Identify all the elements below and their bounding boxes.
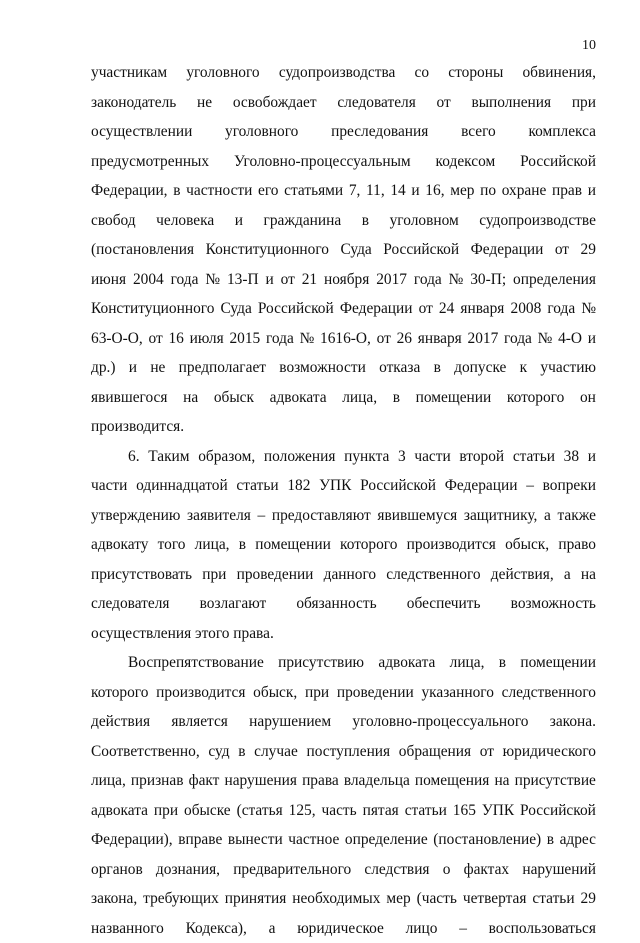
word: помещении	[255, 530, 331, 560]
word: от	[480, 737, 494, 767]
word: обыск,	[253, 678, 297, 708]
word: пункта	[344, 442, 389, 472]
word: прав	[552, 176, 582, 206]
word: адвоката	[91, 796, 148, 826]
word: одиннадцатой	[136, 471, 228, 501]
word: следственного	[502, 678, 596, 708]
word: он	[580, 383, 596, 413]
word: 63-О-О,	[91, 324, 143, 354]
text-line	[91, 796, 596, 826]
word: 16,	[425, 176, 444, 206]
word: вынести	[228, 825, 283, 855]
word: №	[205, 265, 220, 295]
word: которого	[340, 530, 397, 560]
word: 7,	[349, 176, 361, 206]
word: 11,	[366, 176, 385, 206]
word: №	[581, 294, 596, 324]
word: 2004	[133, 265, 164, 295]
word: также	[557, 501, 595, 531]
word: присутствию	[278, 648, 364, 678]
text-line	[91, 324, 596, 354]
word: обеспечить	[407, 589, 481, 619]
word: Федерации	[445, 471, 518, 501]
word: определение	[345, 825, 428, 855]
word: и	[411, 176, 419, 206]
text-line	[91, 648, 596, 678]
word: указанного	[421, 678, 493, 708]
word: и	[588, 442, 596, 472]
word: мер	[386, 884, 410, 914]
word: проведении	[337, 678, 414, 708]
word: ноября	[324, 265, 369, 295]
word: Конституционного	[91, 294, 214, 324]
word: на	[581, 560, 596, 590]
word: участию	[540, 353, 596, 383]
word: пятая	[363, 796, 399, 826]
word: предоставляют	[272, 501, 371, 531]
word: всего	[461, 117, 496, 147]
word: помещении	[416, 383, 492, 413]
word: 29	[581, 884, 596, 914]
word: к	[520, 353, 527, 383]
word: статьи	[405, 796, 447, 826]
word: января	[460, 294, 504, 324]
word: 3	[398, 442, 406, 472]
word: адвокату	[91, 530, 148, 560]
word: право	[558, 530, 596, 560]
word: 2017	[468, 324, 499, 354]
word: УПК	[482, 796, 514, 826]
text-line	[91, 471, 596, 501]
text-line	[91, 737, 596, 767]
word: фактах	[464, 855, 510, 885]
word: участникам	[91, 58, 167, 88]
word: и	[588, 176, 596, 206]
word: случае	[254, 737, 298, 767]
word: 1616-О,	[320, 324, 371, 354]
word: года	[504, 324, 532, 354]
word: гражданина	[264, 206, 342, 236]
word: законодатель	[91, 88, 176, 118]
word: освобождает	[233, 88, 317, 118]
word: июля	[190, 324, 224, 354]
word: заявителя	[187, 501, 251, 531]
word: 165	[453, 796, 476, 826]
word: обыск,	[505, 530, 549, 560]
word: 16	[168, 324, 183, 354]
word: обыск	[214, 383, 254, 413]
word: статьи	[236, 471, 278, 501]
word: нарушений	[522, 855, 596, 885]
word: нарушения	[224, 766, 297, 796]
word: уголовном	[390, 206, 459, 236]
word: комплекса	[528, 117, 596, 147]
word: владельца	[344, 766, 410, 796]
word: года	[414, 265, 442, 295]
text-line	[91, 353, 596, 383]
page-number: 10	[560, 37, 596, 55]
word: Соответственно,	[91, 737, 200, 767]
word: помещения	[415, 766, 489, 796]
word: января	[418, 324, 462, 354]
word: на	[183, 383, 198, 413]
word: явившемуся	[377, 501, 457, 531]
word: и	[588, 324, 596, 354]
word: уголовно-процессуального	[352, 707, 528, 737]
word: уголовного	[186, 58, 259, 88]
word: при	[154, 796, 178, 826]
word: не	[197, 88, 212, 118]
word: №	[449, 265, 464, 295]
word: в	[238, 737, 245, 767]
word: органов	[91, 855, 143, 885]
word: явившегося	[91, 383, 167, 413]
word: осуществлении	[91, 117, 192, 147]
text-line	[91, 147, 596, 177]
word: УПК	[319, 471, 351, 501]
word: свобод	[91, 206, 136, 236]
word: часть	[322, 796, 357, 826]
text-line	[91, 589, 596, 619]
word: обвинения,	[522, 58, 596, 88]
word: суд	[208, 737, 229, 767]
word: №	[300, 324, 315, 354]
word: того	[158, 530, 186, 560]
word: судопроизводства	[279, 58, 396, 88]
word: Федерации),	[91, 825, 173, 855]
word: а	[544, 501, 551, 531]
word: охране	[502, 176, 547, 206]
word: 21	[302, 265, 317, 295]
text-line	[91, 766, 596, 796]
text-line	[91, 530, 596, 560]
text-line	[91, 294, 596, 324]
word: следователя	[337, 88, 415, 118]
word: лица,	[450, 648, 485, 678]
word: воспользоваться	[489, 914, 596, 943]
word: от	[555, 235, 569, 265]
word: юридическое	[297, 914, 384, 943]
word: и	[129, 353, 137, 383]
word: (постановление)	[433, 825, 541, 855]
word: года	[171, 265, 199, 295]
word: вправе	[178, 825, 222, 855]
word: от	[419, 294, 433, 324]
text-line	[91, 442, 596, 472]
word: Российской	[383, 235, 459, 265]
text-line	[91, 914, 596, 943]
word: частное	[288, 825, 339, 855]
text-line	[91, 678, 596, 708]
word: адвоката	[378, 648, 435, 678]
word: 26	[397, 324, 412, 354]
word: от	[281, 265, 295, 295]
word: Федерации	[340, 294, 413, 324]
word: права	[302, 766, 339, 796]
word: Российской	[360, 471, 436, 501]
word: лицо	[406, 914, 438, 943]
word: действия,	[491, 560, 554, 590]
word: в	[173, 176, 180, 206]
word: а	[564, 560, 571, 590]
word: нарушением	[249, 707, 331, 737]
word: закона,	[91, 884, 137, 914]
word: (часть	[417, 884, 457, 914]
word: от	[437, 88, 451, 118]
word: 38	[564, 442, 579, 472]
word: №	[538, 324, 553, 354]
word: Таким	[148, 442, 189, 472]
word: действия	[91, 707, 150, 737]
word: возможность	[511, 589, 596, 619]
text-line	[91, 176, 596, 206]
word: принятия	[225, 884, 287, 914]
word: требующих	[143, 884, 219, 914]
word: со	[415, 58, 430, 88]
word: предусмотренных	[91, 147, 209, 177]
word: помещении	[520, 648, 596, 678]
text-line	[91, 501, 596, 531]
word: факт	[189, 766, 220, 796]
word: по	[480, 176, 496, 206]
word: присутствие	[515, 766, 596, 796]
word: и	[235, 206, 243, 236]
word: которого	[91, 678, 148, 708]
word: 182	[287, 471, 310, 501]
text-line	[91, 855, 596, 885]
word: Конституционного	[206, 235, 329, 265]
word: в	[499, 648, 506, 678]
word: возлагают	[200, 589, 267, 619]
word: части	[91, 471, 127, 501]
word: образом,	[198, 442, 255, 472]
text-line	[91, 884, 596, 914]
word: Российской	[258, 294, 334, 324]
text-line	[91, 235, 596, 265]
word: следственного	[386, 560, 480, 590]
word: не	[150, 353, 165, 383]
word: его	[258, 176, 278, 206]
word: частности	[186, 176, 252, 206]
word: поступления	[306, 737, 390, 767]
word: обязанность	[296, 589, 376, 619]
word: данного	[324, 560, 376, 590]
word: 125,	[289, 796, 316, 826]
word: от	[377, 324, 391, 354]
word: допуске	[454, 353, 506, 383]
word: утверждению	[91, 501, 180, 531]
word: дознания,	[156, 855, 220, 885]
word: года	[266, 324, 294, 354]
word: производится	[156, 678, 245, 708]
word: человека	[156, 206, 214, 236]
word: а	[269, 914, 276, 943]
word: Федерации,	[91, 176, 168, 206]
word: возможности	[279, 353, 366, 383]
word: –	[459, 914, 467, 943]
word: юридического	[503, 737, 596, 767]
word: Федерации	[471, 235, 544, 265]
word: определения	[513, 265, 596, 295]
word: следователя	[91, 589, 169, 619]
word: стороны	[448, 58, 503, 88]
word: о	[443, 855, 451, 885]
word: производится	[407, 530, 496, 560]
text-line	[91, 58, 596, 88]
word: –	[526, 471, 534, 501]
word: адвоката	[270, 383, 327, 413]
word: Российской	[520, 796, 596, 826]
word: (статья	[237, 796, 283, 826]
word: при	[572, 88, 596, 118]
text-line	[91, 117, 596, 147]
word: Уголовно-процессуальным	[234, 147, 411, 177]
word: 24	[439, 294, 454, 324]
word: судопроизводстве	[479, 206, 596, 236]
word: 30-П;	[470, 265, 506, 295]
text-line	[91, 265, 596, 295]
word: закона.	[550, 707, 596, 737]
text-line: производится.	[91, 412, 596, 442]
word: др.)	[91, 353, 116, 383]
word: предварительного	[233, 855, 351, 885]
word: на	[494, 766, 509, 796]
word: года	[547, 294, 575, 324]
word: необходимых	[292, 884, 380, 914]
word: в	[393, 383, 400, 413]
word: лица,	[342, 383, 377, 413]
word: второй	[459, 442, 504, 472]
word: 14	[390, 176, 405, 206]
word: 29	[581, 235, 596, 265]
word: статьи	[532, 884, 574, 914]
word: кодексом	[436, 147, 496, 177]
word: присутствовать	[91, 560, 192, 590]
word: уголовного	[225, 117, 298, 147]
word: в	[434, 353, 441, 383]
word: следствия	[364, 855, 429, 885]
text-line	[91, 206, 596, 236]
word: защитнику,	[464, 501, 537, 531]
word: является	[171, 707, 228, 737]
text-line	[91, 383, 596, 413]
word: предполагает	[179, 353, 266, 383]
word: в	[239, 530, 246, 560]
word: (постановления	[91, 235, 194, 265]
text-line	[91, 825, 596, 855]
word: вопреки	[543, 471, 596, 501]
word: 2008	[511, 294, 542, 324]
word: Суда	[221, 294, 252, 324]
word: 13-П	[227, 265, 259, 295]
word: лица,	[91, 766, 126, 796]
text-line	[91, 88, 596, 118]
word: обращения	[399, 737, 471, 767]
word: –	[257, 501, 265, 531]
word: Российской	[520, 147, 596, 177]
word: проведении	[237, 560, 314, 590]
word: 2015	[229, 324, 260, 354]
word: от	[148, 324, 162, 354]
text-line	[91, 560, 596, 590]
word: в	[547, 825, 554, 855]
word: 2017	[376, 265, 407, 295]
word: статьями	[284, 176, 343, 206]
word: отказа	[379, 353, 420, 383]
word: при	[202, 560, 226, 590]
word: Суда	[340, 235, 371, 265]
word: и	[265, 265, 273, 295]
word: выполнения	[471, 88, 551, 118]
document-body	[91, 58, 596, 943]
word: 6.	[128, 442, 140, 472]
word: признав	[131, 766, 184, 796]
word: Воспрепятствование	[128, 648, 264, 678]
word: мер	[450, 176, 474, 206]
word: Кодекса),	[186, 914, 247, 943]
word: 4-О	[558, 324, 582, 354]
word: адрес	[560, 825, 596, 855]
word: которого	[507, 383, 564, 413]
word: июня	[91, 265, 126, 295]
text-line	[91, 707, 596, 737]
word: четвертая	[463, 884, 527, 914]
word: лица,	[195, 530, 230, 560]
word: названного	[91, 914, 164, 943]
word: части	[414, 442, 450, 472]
word: статьи	[513, 442, 555, 472]
word: преследования	[331, 117, 428, 147]
word: обыске	[184, 796, 231, 826]
word: положения	[264, 442, 336, 472]
word: при	[305, 678, 329, 708]
text-line: осуществления этого права.	[91, 619, 596, 649]
word: в	[362, 206, 369, 236]
